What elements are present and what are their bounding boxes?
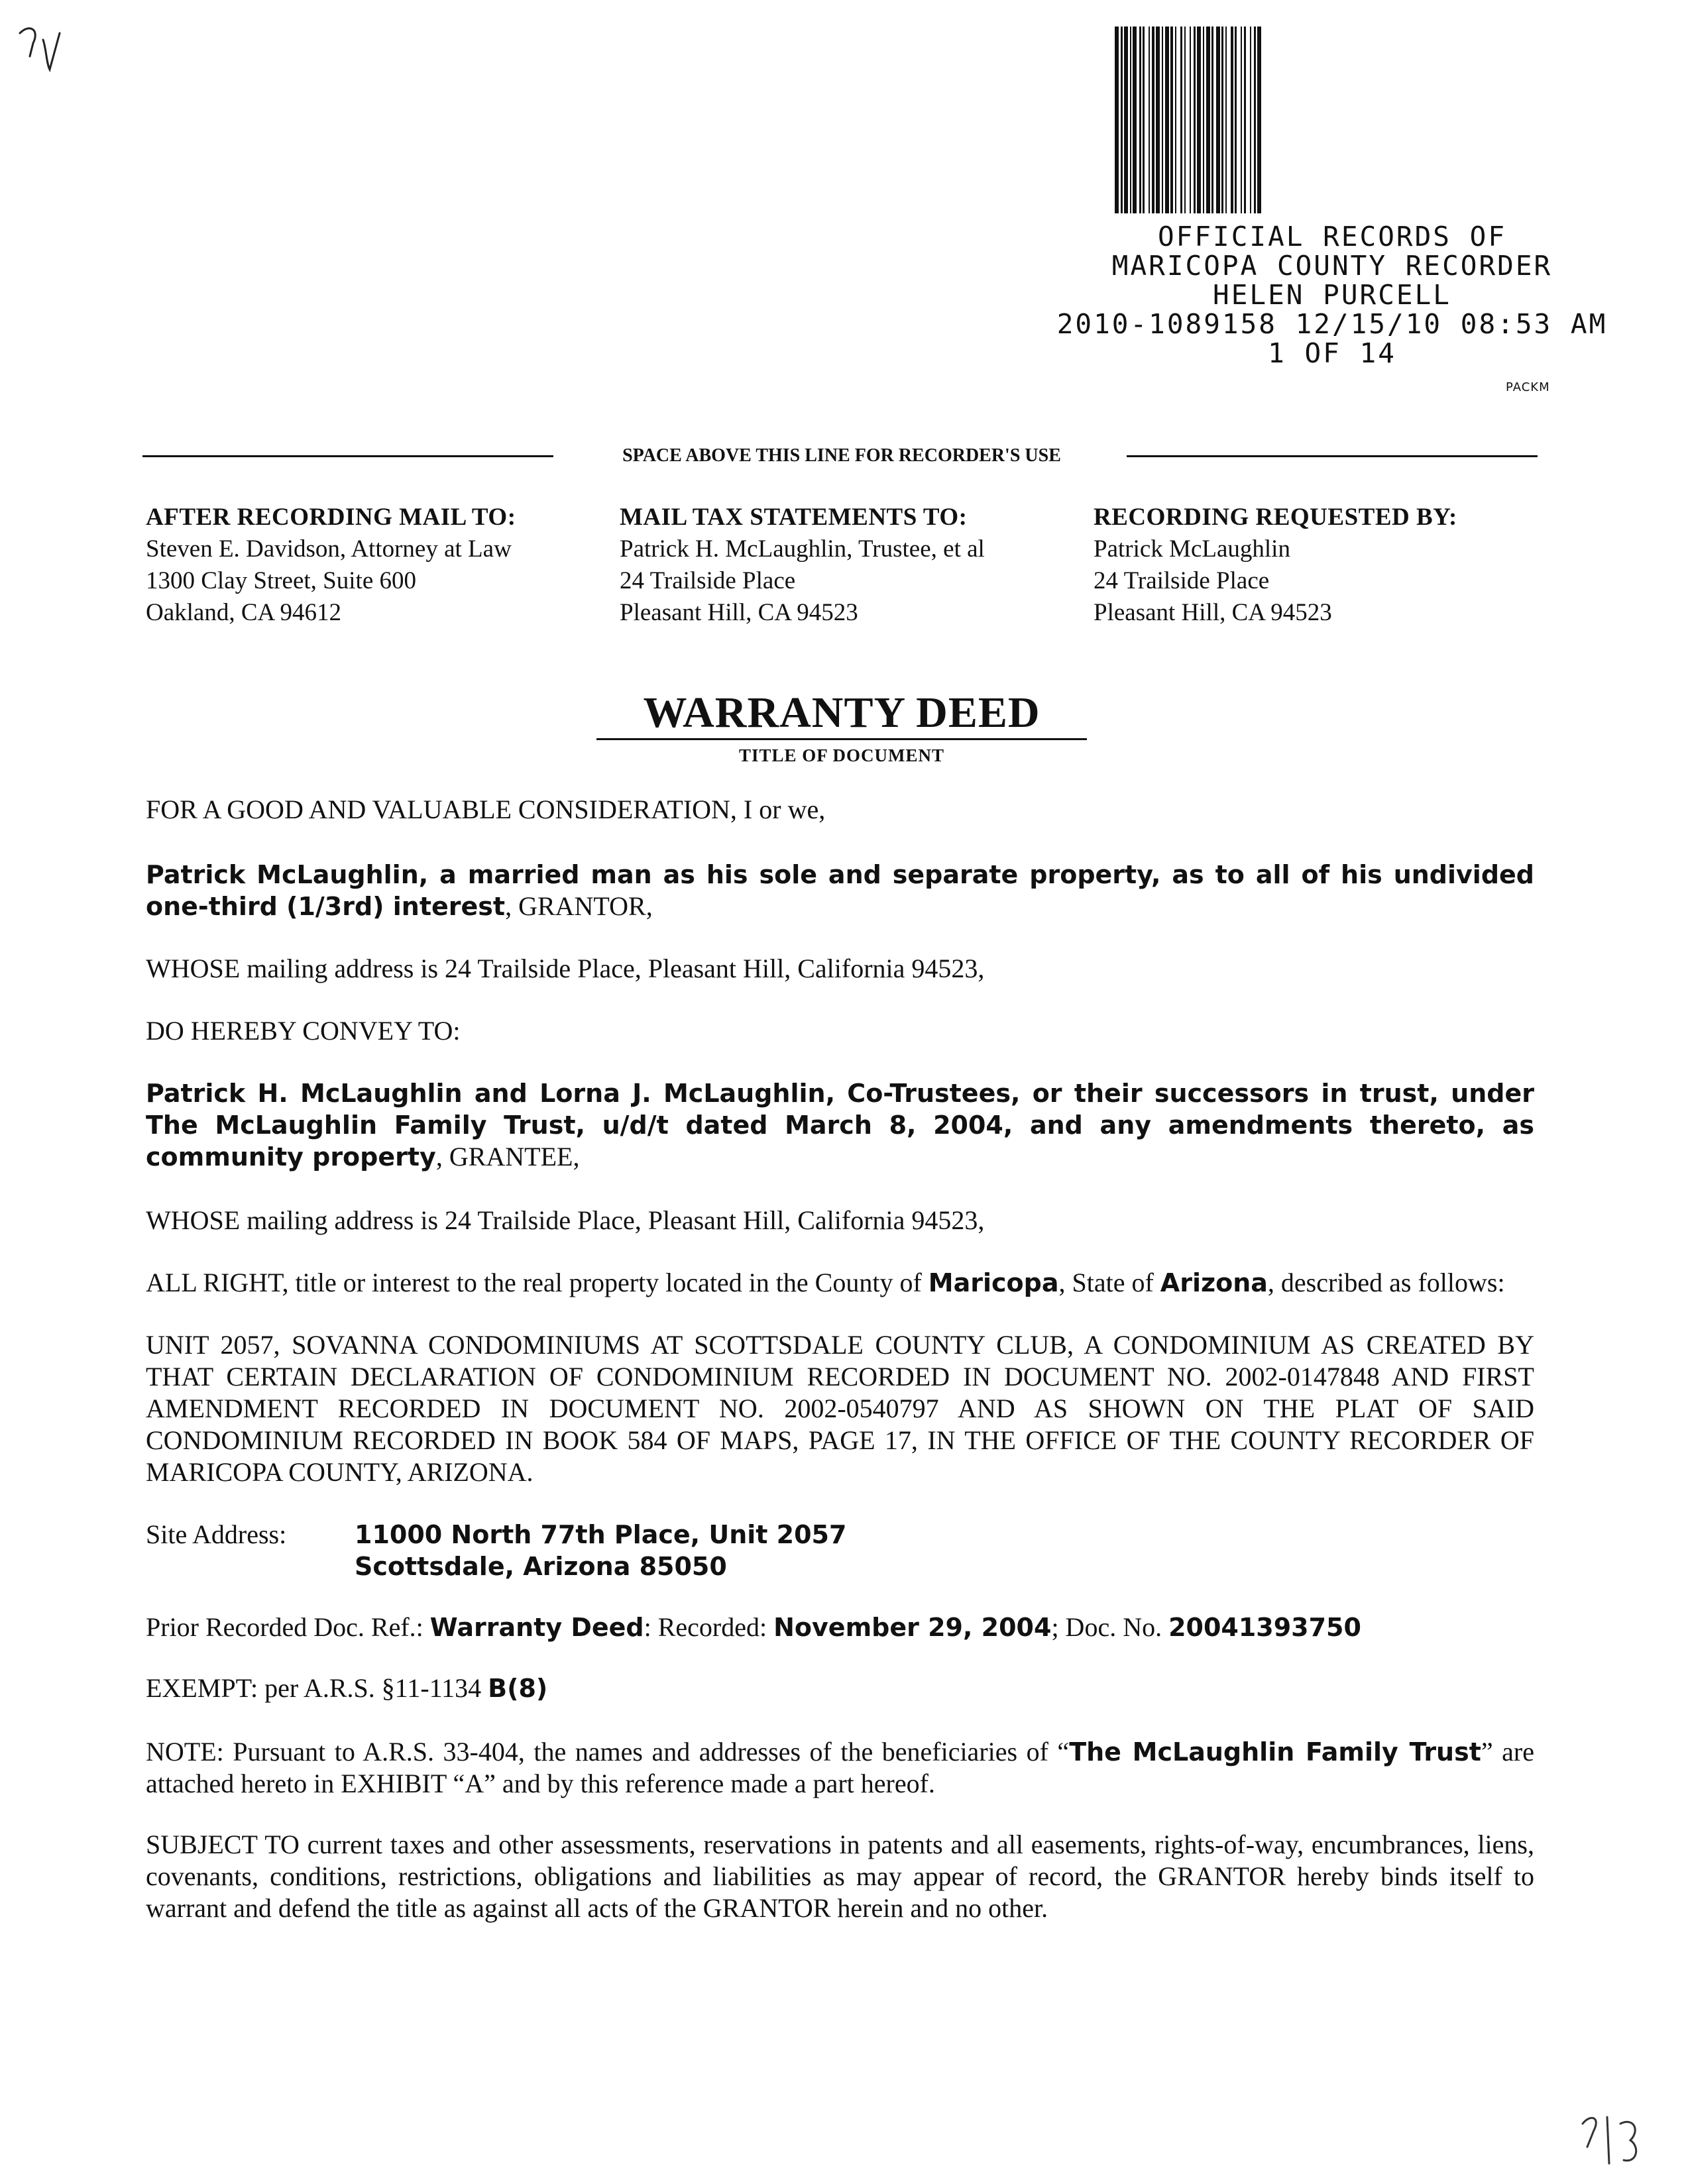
divider-rule-right: [1127, 455, 1538, 457]
requested-by-line-2: 24 Trailside Place: [1094, 567, 1270, 594]
right-middle: , State of: [1058, 1268, 1160, 1297]
subject-to-clause: SUBJECT TO current taxes and other assessments, reservations in patents and all easements, rights-of-way, encumbrances, liens, covenants, conditions, restrictions, obligations and liabilities as may appear of record, the GRANTOR hereby binds itself to warrant and defend the title as against all acts of the GRANTOR herein and no other.: [146, 1829, 1534, 1923]
tax-to-heading: MAIL TAX STATEMENTS TO:: [620, 504, 968, 531]
mail-to-heading: AFTER RECORDING MAIL TO:: [146, 504, 516, 531]
recording-requested-by: [1094, 502, 1457, 629]
document-subtitle: TITLE OF DOCUMENT: [738, 745, 945, 765]
prior-label: Prior Recorded Doc. Ref.:: [146, 1612, 430, 1642]
note-trust-name: The McLaughlin Family Trust: [1069, 1737, 1481, 1767]
deed-body: [146, 794, 1534, 1924]
state-name: Arizona: [1160, 1268, 1268, 1297]
recording-number: 2010-1089158 12/15/10 08:53 AM: [1056, 308, 1608, 340]
prior-date: November 29, 2004: [773, 1613, 1052, 1642]
county-name: Maricopa: [928, 1268, 1059, 1297]
right-prefix: ALL RIGHT, title or interest to the real property located in the County of: [146, 1268, 928, 1297]
note-suffix: ” are attached hereto in EXHIBIT “A” and by this reference made a part hereof.: [146, 1737, 1535, 1798]
prior-doc-type: Warranty Deed: [429, 1613, 644, 1642]
recorder-line-1: OFFICIAL RECORDS OF: [1158, 221, 1506, 252]
grantor-name: Patrick McLaughlin, a married man as his sole and separate property, as to all of his undivided one-third (1/3rd) interest: [146, 860, 1534, 921]
divider-rule-left: [142, 455, 553, 457]
exempt-prefix: EXEMPT: per A.R.S. §11-1134: [146, 1673, 488, 1703]
prior-doc-number: 20041393750: [1168, 1613, 1361, 1642]
tax-to-line-3: Pleasant Hill, CA 94523: [620, 599, 858, 626]
grantee-suffix: , GRANTEE,: [435, 1142, 580, 1172]
note-prefix: NOTE: Pursuant to A.R.S. 33-404, the names and addresses of the beneficiaries of “: [146, 1737, 1070, 1767]
recorder-line-3: HELEN PURCELL: [1213, 279, 1451, 311]
tax-to-line-1: Patrick H. McLaughlin, Trustee, et al: [620, 535, 985, 563]
grantee-clause: [146, 1077, 1534, 1173]
recorder-packet-code: PACKM: [1506, 380, 1550, 394]
grantor-clause: [146, 859, 1534, 922]
recorder-use-label: SPACE ABOVE THIS LINE FOR RECORDER'S USE: [622, 445, 1061, 466]
grantor-address: WHOSE mailing address is 24 Trailside Place, Pleasant Hill, California 94523,: [146, 954, 985, 983]
requested-by-line-1: Patrick McLaughlin: [1094, 535, 1290, 563]
requested-by-heading: RECORDING REQUESTED BY:: [1094, 504, 1457, 531]
recorder-stamp: [1034, 222, 1630, 368]
note-clause: [146, 1736, 1534, 1800]
site-address-line-2: Scottsdale, Arizona 85050: [355, 1552, 727, 1581]
site-address-line-1: 11000 North 77th Place, Unit 2057: [355, 1520, 847, 1549]
handwritten-mark-icon: [13, 20, 66, 80]
site-address: [146, 1519, 1534, 1582]
document-title-block: [596, 689, 1087, 766]
tax-to-line-2: 24 Trailside Place: [620, 567, 796, 594]
requested-by-line-3: Pleasant Hill, CA 94523: [1094, 599, 1332, 626]
barcode-icon: [1113, 27, 1531, 213]
mail-to-line-1: Steven E. Davidson, Attorney at Law: [146, 535, 512, 563]
prior-recorded-label: : Recorded:: [644, 1612, 774, 1642]
recorder-use-divider: [142, 445, 1547, 466]
right-suffix: , described as follows:: [1267, 1268, 1505, 1297]
consideration-clause: FOR A GOOD AND VALUABLE CONSIDERATION, I or we,: [146, 794, 826, 824]
prior-doc-label: ; Doc. No.: [1051, 1612, 1169, 1642]
after-recording-mail-to: [146, 502, 516, 629]
document-title: WARRANTY DEED: [643, 688, 1040, 737]
exempt-code: B(8): [488, 1674, 548, 1703]
page-count: 1 OF 14: [1268, 337, 1396, 369]
recorder-line-2: MARICOPA COUNTY RECORDER: [1111, 250, 1553, 282]
site-address-label: Site Address:: [146, 1519, 287, 1549]
exemption-clause: [146, 1672, 1534, 1704]
convey-clause: DO HEREBY CONVEY TO:: [146, 1016, 461, 1046]
page-initials-icon: [1577, 2104, 1650, 2170]
mail-to-line-3: Oakland, CA 94612: [146, 599, 341, 626]
grantee-address: WHOSE mailing address is 24 Trailside Place, Pleasant Hill, California 94523,: [146, 1205, 985, 1235]
grantor-suffix: , GRANTOR,: [505, 891, 653, 921]
legal-description: UNIT 2057, SOVANNA CONDOMINIUMS AT SCOTTSDALE COUNTY CLUB, A CONDOMINIUM AS CREATED BY THAT CERTAIN DECLARATION OF CONDOMINIUM RECORDED IN DOCUMENT NO. 2002-0147848 AND FIRST AMENDMENT RECORDED IN DOCUMENT NO. 2002-0540797 AND AS SHOWN ON THE PLAT OF SAID CONDOMINIUM RECORDED IN BOOK 584 OF MAPS, PAGE 17, IN THE OFFICE OF THE COUNTY RECORDER OF MARICOPA COUNTY, ARIZONA.: [146, 1330, 1534, 1487]
prior-recorded-reference: [146, 1611, 1534, 1643]
mail-to-line-2: 1300 Clay Street, Suite 600: [146, 567, 416, 594]
grantee-name: Patrick H. McLaughlin and Lorna J. McLaughlin, Co-Trustees, or their successors in trust, under The McLaughlin Family Trust, u/d/t dated March 8, 2004, and any amendments thereto, as community property: [146, 1079, 1534, 1172]
property-location-clause: [146, 1267, 1534, 1299]
mail-tax-statements-to: [620, 502, 985, 629]
title-rule: [596, 738, 1087, 740]
